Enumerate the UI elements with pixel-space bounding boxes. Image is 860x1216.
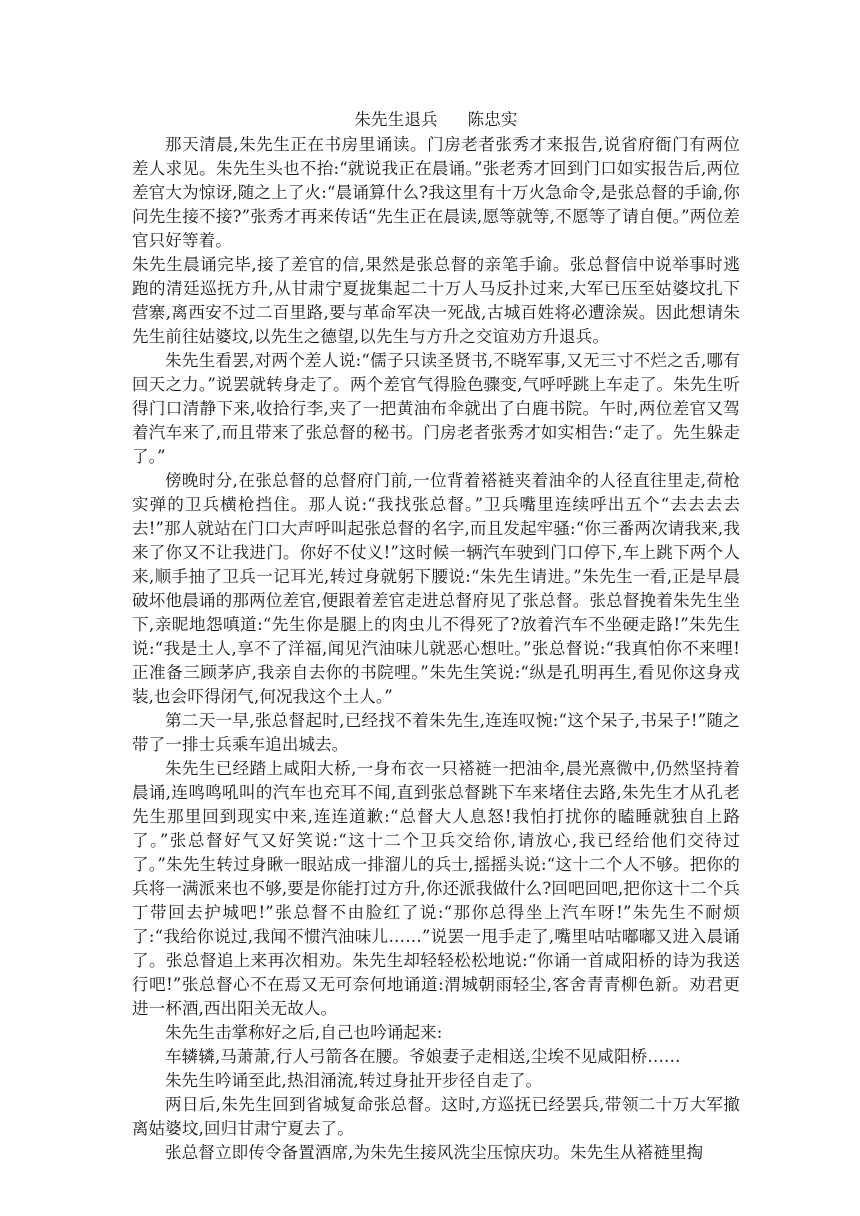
- paragraph: 第二天一早,张总督起时,已经找不着朱先生,连连叹惋:“这个呆子,书呆子!”随之带了一排士兵乘车追出城去。: [132, 711, 740, 754]
- paragraph: 朱先生晨诵完毕,接了差官的信,果然是张总督的亲笔手谕。张总督信中说举事时逃跑的清廷巡抚方升,从甘肃宁夏拢集起二十万人马反扑过来,大军已压至姑婆坟扎下营寨,离西安不过二百里路,要与革命军决一死战,古城百姓将必遭涂炭。因此想请朱先生前往姑婆坟,以先生之德望,以先生与方升之交谊劝方升退兵。: [132, 255, 740, 346]
- title-line: [132, 108, 740, 132]
- paragraph: 朱先生已经踏上咸阳大桥,一身布衣一只褡裢一把油伞,晨光熹微中,仍然坚持着晨诵,连鸣鸣吼叫的汽车也充耳不闻,直到张总督跳下车来堵住去路,朱先生才从孔老先生那里回到现实中来,连连道歉:“总督大人息怒!我怕打扰你的瞌睡就独自上路了。”张总督好气又好笑说:“这十二个卫兵交给你,请放心,我已经给他们交待过了。”朱先生转过身瞅一眼站成一排溜儿的兵士,摇摇头说:“这十二个人不够。把你的兵将一满派来也不够,要是你能打过方升,你还派我做什么?回吧回吧,把你这十二个兵丁带回去护城吧!”张总督不由脸红了说:“那你总得坐上汽车呀!”朱先生不耐烦了:“我给你说过,我闻不惯汽油味儿……”说罢一甩手走了,嘴里咕咕嘟嘟又进入晨诵了。张总督追上来再次相劝。朱先生却轻轻松松地说:“你诵一首咸阳桥的诗为我送行吧!”张总督心不在焉又无可奈何地诵道:渭城朝雨轻尘,客舍青青柳色新。劝君更进一杯酒,西出阳关无故人。: [132, 759, 740, 1018]
- document-author: 陈忠实: [467, 110, 518, 129]
- paragraph: 朱先生吟诵至此,热泪涌流,转过身扯开步径自走了。: [165, 1071, 543, 1090]
- paragraph: 朱先生看罢,对两个差人说:“儒子只读圣贤书,不晓军事,又无三寸不烂之舌,哪有回天之力。”说罢就转身走了。两个差官气得脸色骤变,气呼呼跳上车走了。朱先生听得门口清静下来,收拾行李,夹了一把黄油布伞就出了白鹿书院。午时,两位差官又驾着汽车来了,而且带来了张总督的秘书。门房老者张秀才如实相告:“走了。先生躲走了。”: [132, 351, 740, 466]
- document-body: [132, 108, 740, 1165]
- poem-line: 车辚辚,马萧萧,行人弓箭各在腰。爷娘妻子走相送,尘埃不见咸阳桥……: [165, 1047, 681, 1066]
- paragraph: 傍晚时分,在张总督的总督府门前,一位背着褡裢夹着油伞的人径直往里走,荷枪实弹的卫兵横枪挡住。那人说:“我找张总督。”卫兵嘴里连续呼出五个“去去去去去!”那人就站在门口大声呼叫起张总督的名字,而且发起牢骚:“你三番两次请我来,我来了你又不让我进门。你好不仗义!”这时候一辆汽车驶到门口停下,车上跳下两个人来,顺手抽了卫兵一记耳光,转过身就躬下腰说:“朱先生请进。”朱先生一看,正是早晨破坏他晨诵的那两位差官,便跟着差官走进总督府见了张总督。张总督挽着朱先生坐下,亲昵地怨嗔道:“先生你是腿上的肉虫儿不得死了?放着汽车不坐硬走路!”朱先生说:“我是土人,享不了洋福,闻见汽油味儿就恶心想吐。”张总督说:“我真怕你不来哩!正准备三顾茅庐,我亲自去你的书院哩。”朱先生笑说:“纵是孔明再生,看见你这身戎装,也会吓得闭气,何况我这个土人。”: [132, 471, 740, 706]
- paragraph: 两日后,朱先生回到省城复命张总督。这时,方巡抚已经罢兵,带领二十万大军撤离姑婆坟,回归甘肃宁夏去了。: [132, 1095, 740, 1138]
- paragraph: 朱先生击掌称好之后,自己也吟诵起来:: [165, 1023, 443, 1042]
- paragraph: 张总督立即传令备置酒席,为朱先生接风洗尘压惊庆功。朱先生从褡裢里掏: [165, 1143, 704, 1162]
- paragraph: 那天清晨,朱先生正在书房里诵读。门房老者张秀才来报告,说省府衙门有两位差人求见。朱先生头也不抬:“就说我正在晨诵。”张老秀才回到门口如实报告后,两位差官大为惊讶,随之上了火:“晨诵算什么?我这里有十万火急命令,是张总督的手谕,你问先生接不接?”张秀才再来传话“先生正在晨读,愿等就等,不愿等了请自便。”两位差官只好等着。: [132, 135, 740, 250]
- document-title: 朱先生退兵: [354, 110, 438, 129]
